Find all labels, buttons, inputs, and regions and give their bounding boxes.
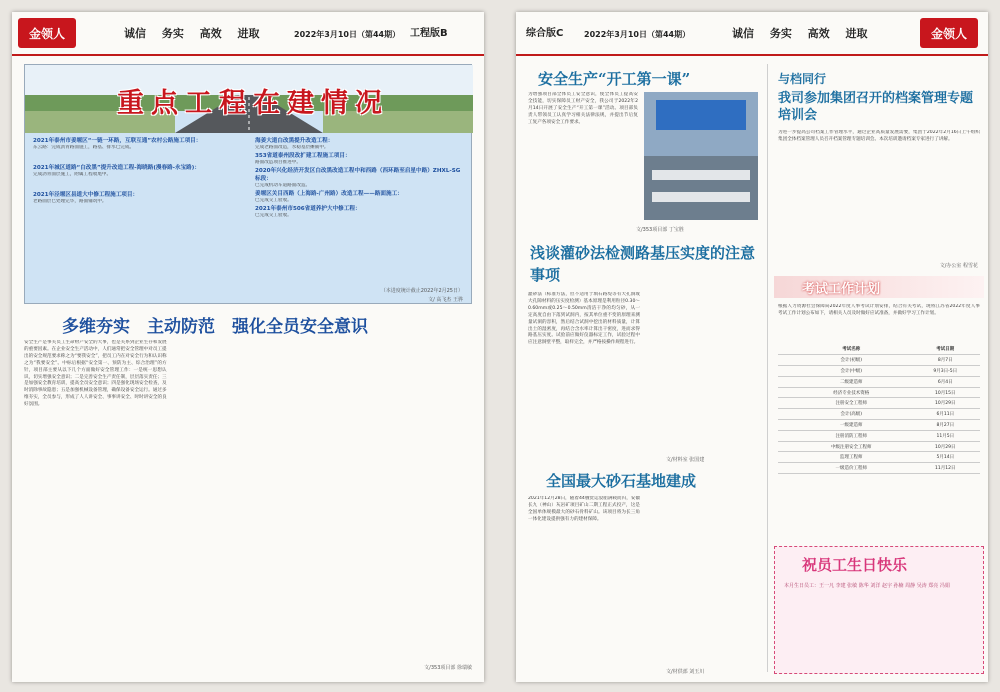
project-item (33, 164, 243, 179)
exam-name: 注册消防工程师 (792, 430, 911, 441)
training-text: 为进一步提高公司档案工作管理水平，通过企业高质量发展需要，集团于2022年2月16日上午组织集团全体档案管理人员召开档案管理专题培训会。本次培训邀请档案专家进行了讲解。 (778, 130, 980, 142)
row-number (778, 441, 792, 452)
edition-label: 综合版C (526, 28, 564, 39)
compaction-text: 灌砂法（标准方法，但不适用于填石路堤等有大孔洞或大孔隙材料的压实度检测）基本原理是利用粒径0.30～0.60mm或0.25～0.50mm清洁干净的均匀砂，从一定高度自由下落到试洞内，按其单位重不变的原理来测量试洞的容积，然后结合试洞中挖出的材料质量，计算出土的湿密度，再结合含水率计算出干密度，进而求得路基压实度。试验前应做好仪器标定工作，试验过程中应注意洞壁平整，取样完全，并严格按操作规程进行。 (528, 292, 640, 346)
project-item (255, 152, 465, 167)
project-body: 已完成交工验收。 (255, 212, 292, 218)
project-name: 2021年泰州市506省道养护大中修工程： (255, 205, 361, 212)
exam-date: 10月15日 (911, 387, 980, 398)
training-title-small: 与档同行 (778, 72, 827, 86)
row-number (778, 398, 792, 409)
exam-date: 5月14日 (911, 452, 980, 463)
project-name: 2021年城区道路“白改黑”提升改造工程-海晓路(漫春路-永宝路)： (33, 164, 200, 171)
table-row (778, 398, 980, 409)
row-number (778, 420, 792, 431)
table-row (778, 387, 980, 398)
project-body: 路面改造项目推进中。 (255, 159, 301, 165)
issue-date: 2022年3月10日（第44期） (294, 30, 401, 39)
project-body: 已完成机动车道路面改造。 (255, 182, 311, 188)
article-title: 多维夯实 主动防范 强化全员安全意识 (62, 317, 368, 337)
column-header: 考试名称 (792, 344, 911, 355)
page-header (12, 12, 484, 56)
table-row (778, 409, 980, 420)
slogan: 诚信 务实 高效 进取 (124, 27, 260, 40)
table-row (778, 441, 980, 452)
project-item (255, 167, 465, 190)
project-item (255, 190, 465, 205)
project-name: 2021年泾堰区县道大中修工程施工项目： (33, 191, 139, 198)
meeting-photo (644, 92, 758, 220)
exam-name: 中级注册安全工程师 (792, 441, 911, 452)
row-number (778, 376, 792, 387)
edition-label: 工程版B (410, 28, 448, 39)
project-body: 老路面层已处理完毕，路面铺筑中。 (33, 198, 107, 204)
issue-date: 2022年3月10日（第44期） (584, 30, 691, 39)
plan-title: 考试工作计划 (802, 282, 881, 297)
row-number (778, 355, 792, 366)
column-divider (767, 64, 768, 672)
table-row (778, 452, 980, 463)
exam-date: 11月12日 (911, 463, 980, 474)
table-row (778, 420, 980, 431)
base-byline: 文/材供部 刘玉川 (666, 669, 705, 675)
exam-name: 监理工程师 (792, 452, 911, 463)
exam-name: 二级建造师 (792, 376, 911, 387)
column-header: 考试日期 (911, 344, 980, 355)
exam-date: 11月5日 (911, 430, 980, 441)
base-title: 全国最大砂石基地建成 (546, 472, 697, 490)
construction-banner (24, 64, 472, 304)
project-item (255, 205, 465, 220)
exam-date: 6月11日 (911, 409, 980, 420)
training-text-column (778, 130, 980, 258)
row-number (778, 409, 792, 420)
base-text: 2021年12月28日，随着44艘货运驳船满载而归，安徽长九（神山）灰岩矿项目矿山二期工程正式投产，这是全国单体规模最大的砂石骨料矿山。该项目将为长三角一体化建设提供强有力的建材保障。 (528, 496, 640, 522)
slogan: 诚信 务实 高效 进取 (732, 27, 868, 40)
project-name: 2021年泰州市姜堰区“一链一环路，互联互通”农村公路施工项目： (33, 138, 202, 144)
row-number (778, 366, 792, 377)
base-columns (528, 496, 760, 666)
compaction-columns (528, 292, 760, 454)
safety-title: 安全生产“开工第一课” (538, 70, 691, 88)
banner-credit: （本进度统计截止2022年2月25日） (380, 288, 463, 294)
exam-date: 8月27日 (911, 420, 980, 431)
table-row (778, 430, 980, 441)
exam-name: 会计(中级) (792, 366, 911, 377)
banner-title: 重点工程在建情况 (117, 88, 389, 119)
banner-byline: 文/ 高飞杰 王骅 (428, 297, 463, 303)
safety-text-column (528, 92, 638, 224)
exam-date: 6月4日 (911, 376, 980, 387)
project-item (255, 137, 465, 152)
row-number (778, 452, 792, 463)
table-row (778, 463, 980, 474)
article-columns (24, 340, 472, 656)
project-body: 已完成交工验收。 (255, 197, 292, 203)
exam-name: 一级造价工程师 (792, 463, 911, 474)
table-row (778, 376, 980, 387)
article-text: 安全生产是事关员工生命财产安全的大事，也是关系到企业生存和发展的重要因素。在企业安全生产活动中，人们通常把安全管理中对员工提出的安全规范要求称之为“要我安全”，把员工内在对安全行为和认识称之为“我要安全”。中标后根据“安全第一、预防为主、综合治理”的方针，项目部主要从以下几个方面做好安全管理工作：一是统一思想认识，切实增强安全意识；二是完善安全生产责任制，层层落实责任；三是加强安全教育培训，提高全员安全意识；四是强化现场安全检查，及时消除事故隐患；五是加强机械设备管理，确保设备安全运行。通过多维夯实，全员参与，形成了人人讲安全、事事讲安全、时时讲安全的良好氛围。 (24, 340, 167, 408)
masthead-logo: 金领人 (920, 18, 978, 48)
table-header-row (778, 344, 980, 355)
project-name: 海姜大道白改黑提升改造工程： (255, 138, 334, 144)
exam-schedule-table (778, 344, 980, 474)
exam-name: 会计(初级) (792, 355, 911, 366)
projects-left-column (33, 137, 243, 275)
exam-name: 注册安全工程师 (792, 398, 911, 409)
exam-date: 9月3日-5日 (911, 366, 980, 377)
project-name: 2020年兴化经济开发区白改黑改造工程中和西路（西环路至启星中路）ZHXL-SG标段： (255, 167, 461, 182)
exam-date: 10月29日 (911, 441, 980, 452)
project-item (33, 137, 243, 152)
page-c (516, 12, 988, 682)
project-body: 完成老路面改造，水稳基层摊铺中。 (255, 145, 329, 150)
plan-text: 根据人力资源社会保障局2022年度人事考试计划安排，结合有关考试，现将江苏省2022年度人事考试工作计划公布如下，请相关人员及时做好应试准备，并做好学习工作计划。 (778, 304, 980, 316)
project-body: 完成沥青面层施工，附属工程收尾中。 (33, 171, 112, 177)
exam-date: 10月29日 (911, 398, 980, 409)
row-number (778, 430, 792, 441)
birthday-title: 祝员工生日快乐 (802, 556, 908, 574)
article-byline: 文/353项目部 徐瑞敏 (424, 665, 472, 671)
masthead-logo: 金领人 (18, 18, 76, 48)
training-title: 我司参加集团召开的档案管理专题培训会 (778, 91, 974, 123)
project-body: 东云路：完成沥青路面施工，路基、排水已完成。 (33, 145, 135, 150)
table-row (778, 366, 980, 377)
compaction-title: 浅谈灌砂法检测路基压实度的注意事项 (530, 244, 756, 284)
compaction-byline: 文/材料室 张国建 (666, 457, 705, 463)
plan-text-column (778, 304, 980, 340)
birthday-names: 本月生日员工：王一凡 李建 张敏 陈华 刘洋 赵宇 孙楠 周静 吴涛 郑亮 冯娟 (784, 583, 950, 589)
row-number (778, 463, 792, 474)
safety-byline: 文/353项目部 丁宝胜 (636, 227, 684, 233)
exam-date: 8月7日 (911, 355, 980, 366)
exam-name: 会计(高级) (792, 409, 911, 420)
table-row (778, 355, 980, 366)
project-name: 353省道泰州段改扩建工程施工项目： (255, 152, 351, 159)
project-item (33, 191, 243, 206)
page-header (516, 12, 988, 56)
page-b (12, 12, 484, 682)
exam-name: 经济专业技术资格 (792, 387, 911, 398)
training-byline: 文/办公室 程雪花 (939, 263, 978, 269)
projects-right-column (255, 137, 465, 287)
project-name: 姜堰区关目西路（上海路-广州路）改造工程——路面施工： (255, 190, 403, 197)
row-number (778, 387, 792, 398)
safety-text: 为增强项目部全体员工安全意识，使全体员工提高安全技能，切实保障员工财产安全，我公司于2022年2月14日开展了安全生产“开工第一课”活动。项目部负责人带领员工认真学习相关法律法规，并提出节后复工复产各项安全工作要求。 (528, 92, 638, 125)
exam-name: 一级建造师 (792, 420, 911, 431)
